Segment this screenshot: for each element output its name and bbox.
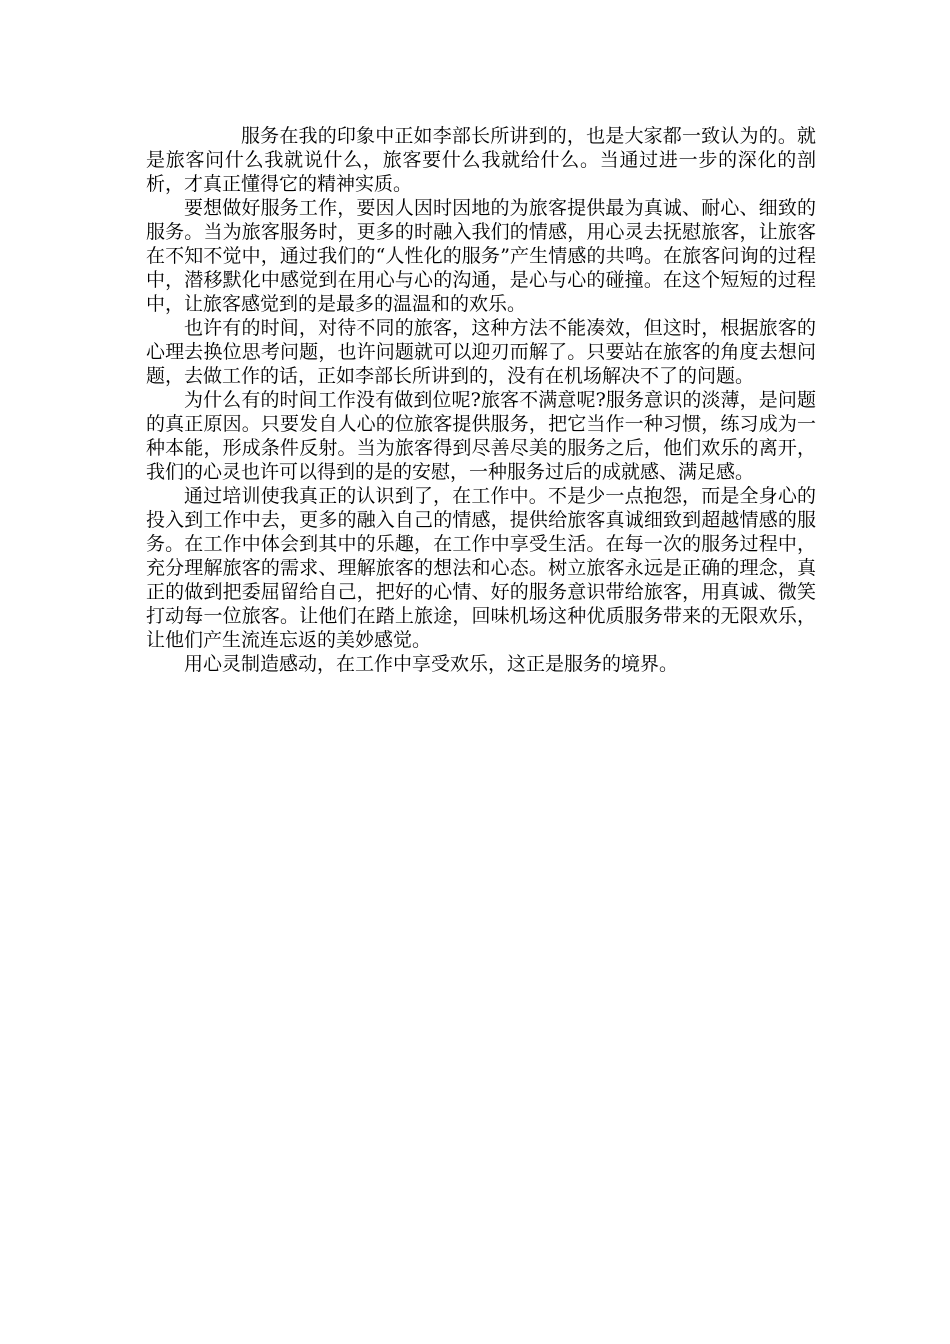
- paragraph-6: 用心灵制造感动，在工作中享受欢乐，这正是服务的境界。: [184, 653, 679, 675]
- document-body: [146, 124, 816, 676]
- paragraph-4: 为什么有的时间工作没有做到位呢?旅客不满意呢?服务意识的淡薄，是问题的真正原因。只要发自人心的位旅客提供服务，把它当作一种习惯，练习成为一种本能，形成条件反射。当为旅客得到尽善尽美的服务之后，他们欢乐的离开，我们的心灵也许可以得到的是的安慰，一种服务过后的成就感、满足感。: [146, 389, 816, 483]
- paragraph-3: 也许有的时间，对待不同的旅客，这种方法不能凑效，但这时，根据旅客的心理去换位思考问题，也许问题就可以迎刃而解了。只要站在旅客的角度去想问题，去做工作的话，正如李部长所讲到的，没有在机场解决不了的问题。: [146, 317, 816, 387]
- paragraph-5: 通过培训使我真正的认识到了，在工作中。不是少一点抱怨，而是全身心的投入到工作中去，更多的融入自己的情感，提供给旅客真诚细致到超越情感的服务。在工作中体会到其中的乐趣，在工作中享受生活。在每一次的服务过程中，充分理解旅客的需求、理解旅客的想法和心态。树立旅客永远是正确的理念，真正的做到把委屈留给自己，把好的心情、好的服务意识带给旅客，用真诚、微笑打动每一位旅客。让他们在踏上旅途，回味机场这种优质服务带来的无限欢乐，让他们产生流连忘返的美妙感觉。: [146, 485, 816, 651]
- paragraph-1: 服务在我的印象中正如李部长所讲到的，也是大家都一致认为的。就是旅客问什么我就说什么，旅客要什么我就给什么。当通过进一步的深化的剖析，才真正懂得它的精神实质。: [146, 125, 816, 195]
- paragraph-2: 要想做好服务工作，要因人因时因地的为旅客提供最为真诚、耐心、细致的服务。当为旅客服务时，更多的时融入我们的情感，用心灵去抚慰旅客，让旅客在不知不觉中，通过我们的“人性化的服务”产生情感的共鸣。在旅客问询的过程中，潜移默化中感觉到在用心与心的沟通，是心与心的碰撞。在这个短短的过程中，让旅客感觉到的是最多的温温和的欢乐。: [146, 197, 816, 315]
